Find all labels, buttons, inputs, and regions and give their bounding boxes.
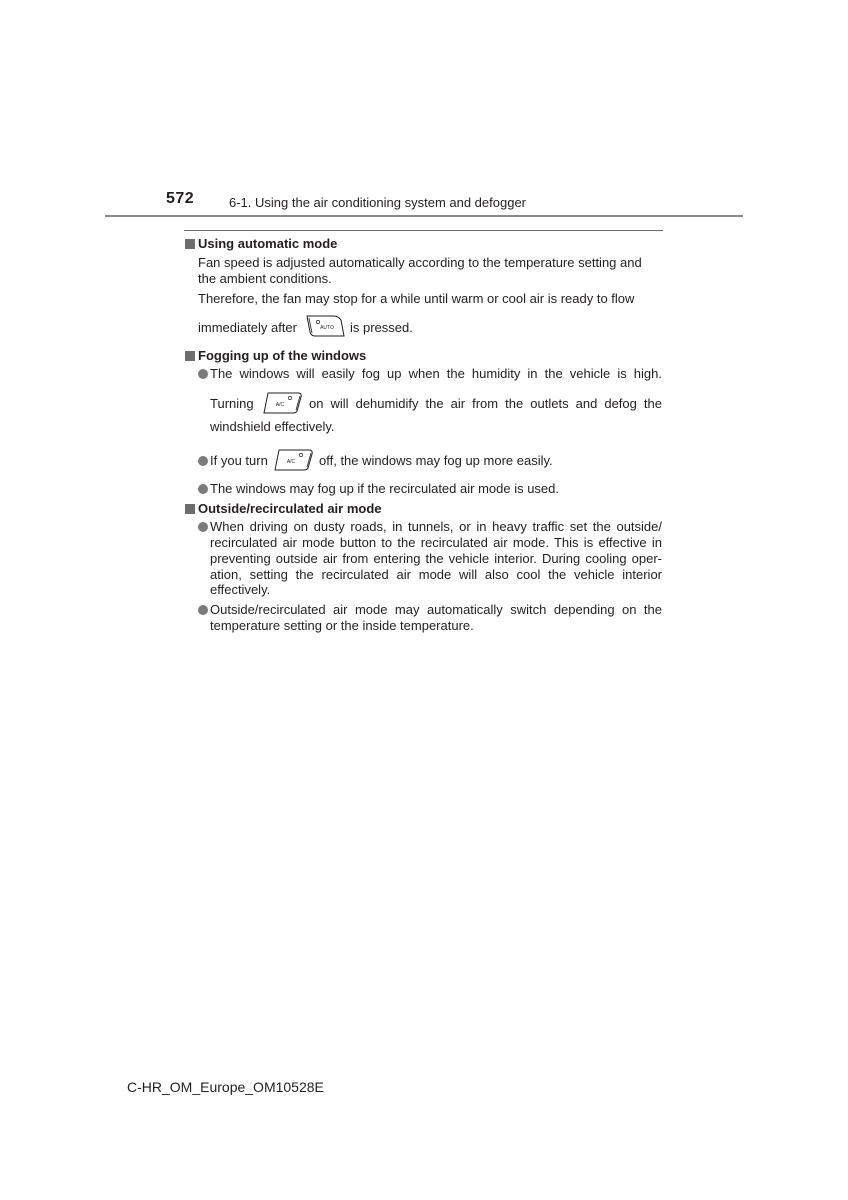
chapter-title: 6-1. Using the air conditioning system and defogger [229,195,527,210]
ac-button-icon [271,446,315,474]
circle-bullet-icon [198,522,208,532]
fog-bullet-3: The windows may fog up if the recirculated air mode is used. [198,481,559,497]
svg-text:A/C: A/C [275,402,285,408]
fog-bullet-2a: If you turn [198,453,268,469]
fog-bullet-1-line-1: The windows will easily fog up when the humidity in the vehicle is high. [198,366,662,382]
circle-bullet-icon [198,484,208,494]
fog-bullet-1-line-3: windshield effectively. [210,419,335,434]
section-heading-automatic-mode: Using automatic mode [185,236,337,252]
auto-text-line-3: Therefore, the fan may stop for a while until warm or cool air is ready to flow [198,291,635,306]
circle-bullet-icon [198,605,208,615]
square-bullet-icon [185,504,195,514]
fog-bullet-2b: off, the windows may fog up more easily. [319,453,553,468]
recirc-bullet-2-line-1: Outside/recirculated air mode may automatically switch depending on the [198,602,662,618]
recirc-bullet-1-line-2: recirculated air mode button to the recirculated air mode. This is effective in [210,535,662,550]
recirc-bullet-1-line-4: ation, setting the recirculated air mode will also cool the vehicle interior [210,567,662,582]
fog-bullet-1-line-2b: on will dehumidify the air from the outlets and defog the [309,396,662,411]
circle-bullet-icon [198,369,208,379]
section-heading-fogging: Fogging up of the windows [185,348,366,364]
ac-button-icon [260,389,304,417]
recirc-bullet-1-line-5: effectively. [210,582,271,597]
header-divider [105,215,743,217]
section-heading-recirculated: Outside/recirculated air mode [185,501,382,517]
square-bullet-icon [185,239,195,249]
square-bullet-icon [185,351,195,361]
circle-bullet-icon [198,456,208,466]
auto-text-line-4a: immediately after [198,320,297,335]
auto-text-line-2: the ambient conditions. [198,271,332,286]
auto-text-line-4b: is pressed. [350,320,413,335]
svg-text:A/C: A/C [286,459,296,465]
page-header [0,0,848,220]
fog-bullet-1-line-2a: Turning [210,396,254,411]
page-number: 572 [166,190,195,207]
svg-text:AUTO: AUTO [320,325,334,331]
auto-button-icon [304,312,346,340]
section-divider [184,230,663,231]
recirc-bullet-1-line-1: When driving on dusty roads, in tunnels, or in heavy traffic set the outside/ [198,519,662,535]
recirc-bullet-1-line-3: preventing outside air from entering the vehicle interior. During cooling oper- [210,551,662,566]
auto-text-line-1: Fan speed is adjusted automatically according to the temperature setting and [198,255,642,270]
document-code: C-HR_OM_Europe_OM10528E [127,1079,324,1095]
recirc-bullet-2-line-2: temperature setting or the inside temperature. [210,618,474,633]
